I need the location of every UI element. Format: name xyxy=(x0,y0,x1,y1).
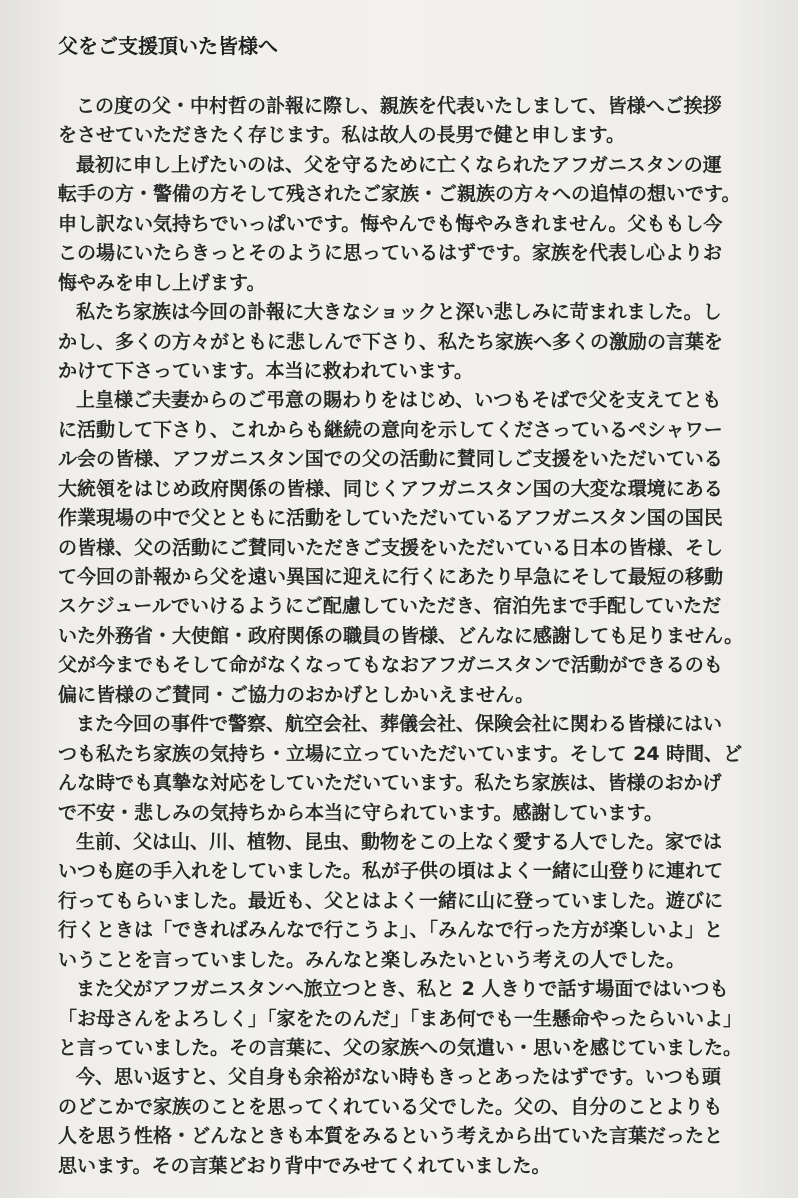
text-line: 「お母さんをよろしく」「家をたのんだ」「まあ何でも一生懸命やったらいいよ」 xyxy=(58,1007,743,1030)
text-line: この度の父・中村哲の訃報に際し、親族を代表いたしまして、皆様へご挨拶 xyxy=(76,95,722,117)
text-line: 生前、父は山、川、植物、昆虫、動物をこの上なく愛する人でした。家では xyxy=(76,830,723,853)
text-line: と言っていました。その言葉に、父の家族への気遣い・思いを感じていました。 xyxy=(58,1037,743,1059)
text-line: かけて下さっています。本当に救われています。 xyxy=(58,359,473,382)
text-line: 行くときは「できればみんなで行こうよ」、「みんなで行った方が楽しいよ」と xyxy=(58,919,724,942)
text-line: 行ってもらいました。最近も、父とはよく一緒に山に登っていました。遊びに xyxy=(58,889,724,912)
text-line: のどこかで家族のことを思ってくれている父でした。父の、自分のことよりも xyxy=(58,1095,723,1118)
text-line: 上皇様ご夫妻からのご弔意の賜わりをはじめ、いつもそばで父を支えてとも xyxy=(76,389,722,412)
text-line: いた外務省・大使館・政府関係の職員の皆様、どんなに感謝しても足りません。 xyxy=(58,624,744,647)
text-line: て今回の訃報から父を遠い異国に迎えに行くにあたり早急にそして最短の移動 xyxy=(58,566,724,588)
text-line: 作業現場の中で父とともに活動をしていただいているアフガニスタン国の国民 xyxy=(58,507,723,530)
text-line: 思います。その言葉どおり背中でみせてくれていました。 xyxy=(58,1154,551,1177)
text-line: 大統領をはじめ政府関係の皆様、同じくアフガニスタン国の大変な環境にある xyxy=(58,477,723,500)
text-line: スケジュールでいけるようにご配慮していただき、宿泊先まで手配していただ xyxy=(58,595,722,618)
text-line: いうことを言っていました。みんなと楽しみたいという考えの人でした。 xyxy=(58,948,686,971)
text-line: 偏に皆様のご賛同・ご協力のおかげとしかいえません。 xyxy=(58,683,535,706)
text-line: で不安・悲しみの気持ちから本当に守られています。感謝しています。 xyxy=(58,801,663,824)
text-line: いつも庭の手入れをしていました。私が子供の頃はよく一緒に山登りに連れて xyxy=(58,860,724,883)
text-line: かし、多くの方々がともに悲しんで下さり、私たち家族へ多くの激励の言葉を xyxy=(58,330,724,353)
text-line: 今、思い返すと、父自身も余裕がない時もきっとあったはずです。いつも頭 xyxy=(76,1066,721,1089)
text-line: 申し訳ない気持ちでいっぱいです。悔やんでも悔やみきれません。父ももし今 xyxy=(58,212,723,235)
document-title: 父をご支援頂いた皆様へ xyxy=(58,34,278,58)
text-line: をさせていただきたく存じます。私は故人の長男で健と申します。 xyxy=(58,124,625,147)
text-line: 最初に申し上げたいのは、父を守るために亡くなられたアフガニスタンの運 xyxy=(76,153,722,176)
text-line: また父がアフガニスタンへ旅立つとき、私と 2 人きりで話す場面ではいつも xyxy=(76,978,729,1001)
text-line: 人を思う性格・どんなときも本質をみるという考えから出ていた言葉だったと xyxy=(58,1125,724,1148)
text-line: この場にいたらきっとそのように思っているはずです。家族を代表し心よりお xyxy=(58,242,723,265)
text-line: に活動して下さり、これからも継続の意向を示してくださっているペシャワー xyxy=(58,418,723,441)
text-line: 悔やみを申し上げます。 xyxy=(58,271,266,294)
text-line: の皆様、父の活動にご賛同いただきご支援をいただいている日本の皆様、そし xyxy=(58,536,724,559)
text-line: 転手の方・警備の方そして残されたご家族・ご親族の方々への追悼の想いです。 xyxy=(58,183,741,206)
text-line: また今回の事件で警察、航空会社、葬儀会社、保険会社に関わる皆様にはい xyxy=(76,713,723,736)
text-line: つも私たち家族の気持ち・立場に立っていただいています。そして 24 時間、ど xyxy=(58,742,743,765)
letter-body xyxy=(58,92,758,1181)
text-line: 私たち家族は今回の訃報に大きなショックと深い悲しみに苛まれました。し xyxy=(76,301,722,324)
text-line: 父が今までもそして命がなくなってもなおアフガニスタンで活動ができるのも xyxy=(58,654,723,677)
text-line: んな時でも真摯な対応をしていただいています。私たち家族は、皆様のおかげ xyxy=(58,772,722,795)
text-line: ル会の皆様、アフガニスタン国での父の活動に賛同しご支援をいただいている xyxy=(58,448,723,471)
